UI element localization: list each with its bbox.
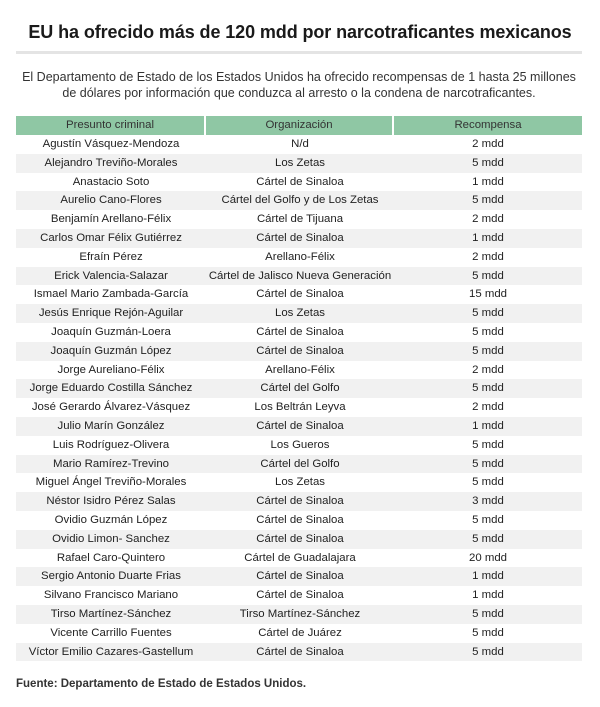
reward-cell: 1 mdd [472,231,504,244]
reward-cell: 5 mdd [472,513,504,526]
organization-cell: Cártel de Sinaloa [256,231,344,244]
organization-cell: Cártel de Juárez [258,626,342,639]
organization-cell: Arellano-Félix [265,250,335,263]
organization-cell: Cártel de Sinaloa [256,325,344,338]
criminal-cell: Joaquín Guzmán López [50,344,172,357]
reward-cell: 20 mdd [469,551,507,564]
table-row [16,549,582,568]
organization-cell: Tirso Martínez-Sánchez [239,607,361,620]
table-row [16,191,582,210]
organization-cell: Cártel de Sinaloa [256,513,344,526]
table-row [16,624,582,643]
criminal-cell: Ismael Mario Zambada-García [33,288,189,301]
criminal-cell: José Gerardo Álvarez-Vásquez [31,401,191,414]
organization-cell: Cártel del Golfo [260,457,340,470]
organization-cell: Cártel de Tijuana [256,213,344,226]
table-row [16,154,582,173]
table-row [16,267,582,286]
organization-cell: Los Beltrán Leyva [254,401,346,414]
criminal-cell: Joaquín Guzmán-Loera [51,325,171,338]
table-row [16,417,582,436]
table-row [16,210,582,229]
table-row [16,530,582,549]
criminal-cell: Alejandro Treviño-Morales [44,156,178,169]
reward-cell: 5 mdd [472,344,504,357]
criminal-cell: Ovidio Guzmán López [54,513,168,526]
organization-cell: Cártel de Jalisco Nueva Generación [208,269,392,282]
reward-cell: 2 mdd [472,138,504,150]
page-subtitle: El Departamento de Estado de los Estados Unidos ha ofrecido recompensas de 1 hasta 25 millones de dólares por información que conduzca al arresto o la condena de narcotraficantes. [22,70,576,100]
organization-cell: Cártel de Sinaloa [256,645,344,658]
organization-cell: Los Gueros [270,438,330,451]
rewards-table [16,116,582,661]
organization-cell: Cártel de Sinaloa [256,344,344,357]
reward-cell: 1 mdd [472,570,504,583]
organization-cell: Cártel del Golfo y de Los Zetas [221,194,379,207]
table-row [16,304,582,323]
page-title: EU ha ofrecido más de 120 mdd por narcotraficantes mexicanos [28,22,572,42]
table-row [16,398,582,417]
reward-cell: 5 mdd [472,607,504,620]
table-row [16,379,582,398]
table-row [16,135,582,154]
table-row [16,511,582,530]
table-row [16,643,582,662]
criminal-cell: Sergio Antonio Duarte Frias [41,570,181,583]
organization-cell: Cártel de Guadalajara [244,551,356,564]
reward-cell: 2 mdd [472,363,504,376]
title-divider [16,51,582,54]
table-row [16,285,582,304]
reward-cell: 5 mdd [472,269,504,282]
table-row [16,361,582,380]
criminal-cell: Mario Ramírez-Trevino [52,457,170,470]
reward-cell: 5 mdd [472,194,504,207]
criminal-cell: Efraín Pérez [79,250,143,263]
reward-cell: 5 mdd [472,532,504,545]
criminal-cell: Aurelio Cano-Flores [60,194,162,207]
organization-cell: Los Zetas [274,476,326,489]
table-row [16,473,582,492]
organization-cell: Cártel de Sinaloa [256,419,344,432]
organization-cell: N/d [291,138,309,150]
table-row [16,436,582,455]
reward-cell: 5 mdd [472,325,504,338]
table-body [16,135,582,661]
criminal-cell: Ovidio Limon- Sanchez [52,532,170,545]
table-row [16,492,582,511]
table-row [16,586,582,605]
table-header-row [16,116,582,135]
reward-cell: 5 mdd [472,382,504,395]
criminal-cell: Néstor Isidro Pérez Salas [46,495,176,508]
criminal-cell: Julio Marín González [57,419,165,432]
criminal-cell: Erick Valencia-Salazar [54,269,168,282]
table-row [16,173,582,192]
criminal-cell: Luis Rodríguez-Olivera [52,438,170,451]
organization-cell: Arellano-Félix [265,363,335,376]
column-header-reward: Recompensa [454,119,522,131]
reward-cell: 5 mdd [472,438,504,451]
criminal-cell: Rafael Caro-Quintero [56,551,166,564]
criminal-cell: Jorge Aureliano-Félix [57,363,165,376]
reward-cell: 2 mdd [472,401,504,414]
reward-cell: 15 mdd [469,288,507,301]
criminal-cell: Carlos Omar Félix Gutiérrez [40,231,182,244]
reward-cell: 2 mdd [472,250,504,263]
criminal-cell: Benjamín Arellano-Félix [50,213,172,226]
criminal-cell: Vicente Carrillo Fuentes [50,626,172,639]
criminal-cell: Silvano Francisco Mariano [43,589,179,602]
criminal-cell: Jorge Eduardo Costilla Sánchez [29,382,193,395]
reward-cell: 1 mdd [472,419,504,432]
organization-cell: Cártel de Sinaloa [256,495,344,508]
criminal-cell: Víctor Emilio Cazares-Gastellum [28,645,194,658]
reward-cell: 1 mdd [472,175,504,188]
organization-cell: Cártel del Golfo [260,382,340,395]
table-row [16,229,582,248]
column-header-organization: Organización [206,116,394,135]
organization-cell: Cártel de Sinaloa [256,288,344,301]
organization-cell: Cártel de Sinaloa [256,532,344,545]
source-note: Fuente: Departamento de Estado de Estados Unidos. [16,678,307,690]
table-row [16,567,582,586]
organization-cell: Cártel de Sinaloa [256,175,344,188]
criminal-cell: Anastacio Soto [72,175,150,188]
reward-cell: 5 mdd [472,645,504,658]
reward-cell: 5 mdd [472,476,504,489]
table-row [16,323,582,342]
criminal-cell: Tirso Martínez-Sánchez [50,607,172,620]
organization-cell: Cártel de Sinaloa [256,589,344,602]
criminal-cell: Jesús Enrique Rejón-Aguilar [38,307,184,320]
organization-cell: Los Zetas [274,307,326,320]
table-row [16,455,582,474]
reward-cell: 3 mdd [472,495,504,508]
organization-cell: Cártel de Sinaloa [256,570,344,583]
reward-cell: 1 mdd [472,589,504,602]
table-row [16,248,582,267]
reward-cell: 5 mdd [472,457,504,470]
reward-cell: 5 mdd [472,307,504,320]
reward-cell: 2 mdd [472,213,504,226]
table-row [16,605,582,624]
column-header-criminal: Presunto criminal [16,116,206,135]
reward-cell: 5 mdd [472,156,504,169]
table-row [16,342,582,361]
criminal-cell: Miguel Ángel Treviño-Morales [35,476,187,489]
criminal-cell: Agustín Vásquez-Mendoza [42,138,180,150]
reward-cell: 5 mdd [472,626,504,639]
organization-cell: Los Zetas [274,156,326,169]
